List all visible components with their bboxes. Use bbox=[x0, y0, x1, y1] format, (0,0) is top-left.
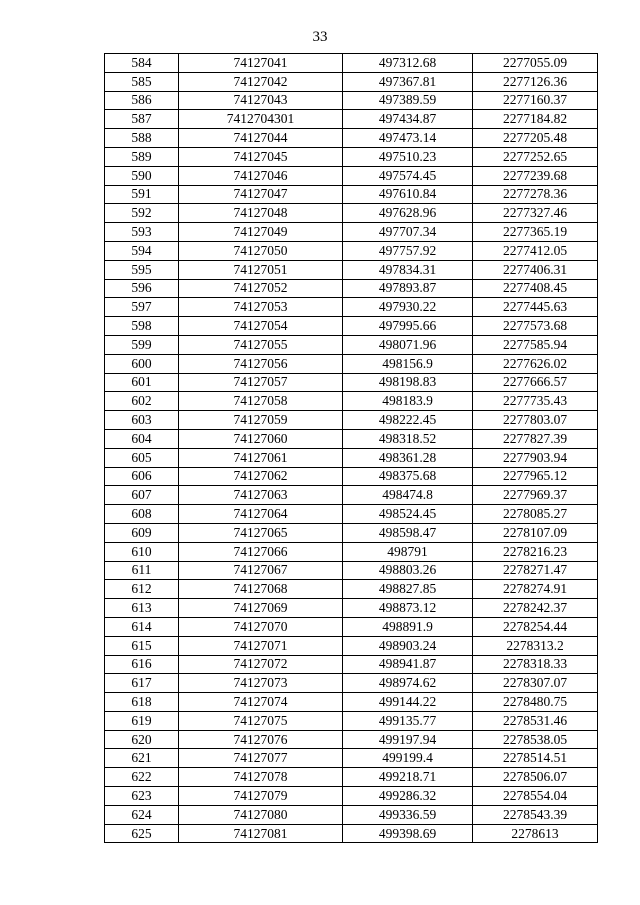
point-id-cell: 74127064 bbox=[179, 505, 343, 524]
x-coordinate-cell: 499398.69 bbox=[343, 824, 473, 843]
point-id-cell: 74127042 bbox=[179, 72, 343, 91]
point-id-cell: 74127076 bbox=[179, 730, 343, 749]
table-row bbox=[105, 580, 598, 599]
point-id-cell: 74127053 bbox=[179, 298, 343, 317]
x-coordinate-cell: 497574.45 bbox=[343, 166, 473, 185]
table-row bbox=[105, 730, 598, 749]
row-index-cell: 624 bbox=[105, 805, 179, 824]
point-id-cell: 74127069 bbox=[179, 599, 343, 618]
point-id-cell: 74127067 bbox=[179, 561, 343, 580]
table-row bbox=[105, 373, 598, 392]
table-row bbox=[105, 674, 598, 693]
row-index-cell: 606 bbox=[105, 467, 179, 486]
row-index-cell: 601 bbox=[105, 373, 179, 392]
table-row bbox=[105, 505, 598, 524]
row-index-cell: 595 bbox=[105, 260, 179, 279]
table-row bbox=[105, 805, 598, 824]
y-coordinate-cell: 2278554.04 bbox=[473, 787, 598, 806]
y-coordinate-cell: 2278318.33 bbox=[473, 655, 598, 674]
table-row bbox=[105, 561, 598, 580]
x-coordinate-cell: 497610.84 bbox=[343, 185, 473, 204]
x-coordinate-cell: 498183.9 bbox=[343, 392, 473, 411]
x-coordinate-cell: 498524.45 bbox=[343, 505, 473, 524]
y-coordinate-cell: 2278514.51 bbox=[473, 749, 598, 768]
row-index-cell: 603 bbox=[105, 411, 179, 430]
table-row bbox=[105, 824, 598, 843]
row-index-cell: 591 bbox=[105, 185, 179, 204]
x-coordinate-cell: 497930.22 bbox=[343, 298, 473, 317]
point-id-cell: 74127055 bbox=[179, 335, 343, 354]
y-coordinate-cell: 2277412.05 bbox=[473, 241, 598, 260]
table-row bbox=[105, 655, 598, 674]
y-coordinate-cell: 2278480.75 bbox=[473, 693, 598, 712]
y-coordinate-cell: 2277965.12 bbox=[473, 467, 598, 486]
x-coordinate-cell: 497367.81 bbox=[343, 72, 473, 91]
row-index-cell: 584 bbox=[105, 54, 179, 73]
x-coordinate-cell: 498827.85 bbox=[343, 580, 473, 599]
row-index-cell: 586 bbox=[105, 91, 179, 110]
y-coordinate-cell: 2277327.46 bbox=[473, 204, 598, 223]
point-id-cell: 74127052 bbox=[179, 279, 343, 298]
y-coordinate-cell: 2278085.27 bbox=[473, 505, 598, 524]
point-id-cell: 74127057 bbox=[179, 373, 343, 392]
row-index-cell: 593 bbox=[105, 223, 179, 242]
table-row bbox=[105, 129, 598, 148]
x-coordinate-cell: 497893.87 bbox=[343, 279, 473, 298]
y-coordinate-cell: 2278271.47 bbox=[473, 561, 598, 580]
table-row bbox=[105, 223, 598, 242]
table-row bbox=[105, 72, 598, 91]
point-id-cell: 74127071 bbox=[179, 636, 343, 655]
y-coordinate-cell: 2277666.57 bbox=[473, 373, 598, 392]
point-id-cell: 74127047 bbox=[179, 185, 343, 204]
point-id-cell: 74127080 bbox=[179, 805, 343, 824]
row-index-cell: 610 bbox=[105, 542, 179, 561]
row-index-cell: 608 bbox=[105, 505, 179, 524]
x-coordinate-cell: 498198.83 bbox=[343, 373, 473, 392]
point-id-cell: 74127054 bbox=[179, 317, 343, 336]
x-coordinate-cell: 497834.31 bbox=[343, 260, 473, 279]
y-coordinate-cell: 2278274.91 bbox=[473, 580, 598, 599]
row-index-cell: 625 bbox=[105, 824, 179, 843]
row-index-cell: 609 bbox=[105, 523, 179, 542]
row-index-cell: 611 bbox=[105, 561, 179, 580]
x-coordinate-cell: 497510.23 bbox=[343, 147, 473, 166]
row-index-cell: 619 bbox=[105, 711, 179, 730]
table-row bbox=[105, 429, 598, 448]
x-coordinate-cell: 498974.62 bbox=[343, 674, 473, 693]
x-coordinate-cell: 497473.14 bbox=[343, 129, 473, 148]
point-id-cell: 74127049 bbox=[179, 223, 343, 242]
point-id-cell: 74127045 bbox=[179, 147, 343, 166]
row-index-cell: 616 bbox=[105, 655, 179, 674]
y-coordinate-cell: 2278531.46 bbox=[473, 711, 598, 730]
table-row bbox=[105, 787, 598, 806]
row-index-cell: 594 bbox=[105, 241, 179, 260]
x-coordinate-cell: 499199.4 bbox=[343, 749, 473, 768]
point-id-cell: 74127065 bbox=[179, 523, 343, 542]
x-coordinate-cell: 498941.87 bbox=[343, 655, 473, 674]
y-coordinate-cell: 2277626.02 bbox=[473, 354, 598, 373]
x-coordinate-cell: 497995.66 bbox=[343, 317, 473, 336]
row-index-cell: 623 bbox=[105, 787, 179, 806]
point-id-cell: 74127048 bbox=[179, 204, 343, 223]
y-coordinate-cell: 2277205.48 bbox=[473, 129, 598, 148]
table-row bbox=[105, 448, 598, 467]
coordinates-table-body bbox=[105, 54, 598, 843]
x-coordinate-cell: 498318.52 bbox=[343, 429, 473, 448]
y-coordinate-cell: 2278216.23 bbox=[473, 542, 598, 561]
point-id-cell: 74127050 bbox=[179, 241, 343, 260]
row-index-cell: 615 bbox=[105, 636, 179, 655]
x-coordinate-cell: 497312.68 bbox=[343, 54, 473, 73]
y-coordinate-cell: 2277406.31 bbox=[473, 260, 598, 279]
y-coordinate-cell: 2277160.37 bbox=[473, 91, 598, 110]
x-coordinate-cell: 497389.59 bbox=[343, 91, 473, 110]
row-index-cell: 621 bbox=[105, 749, 179, 768]
table-row bbox=[105, 54, 598, 73]
table-row bbox=[105, 411, 598, 430]
y-coordinate-cell: 2278506.07 bbox=[473, 768, 598, 787]
point-id-cell: 74127074 bbox=[179, 693, 343, 712]
row-index-cell: 597 bbox=[105, 298, 179, 317]
row-index-cell: 585 bbox=[105, 72, 179, 91]
table-row bbox=[105, 279, 598, 298]
x-coordinate-cell: 498222.45 bbox=[343, 411, 473, 430]
point-id-cell: 74127044 bbox=[179, 129, 343, 148]
row-index-cell: 605 bbox=[105, 448, 179, 467]
point-id-cell: 74127075 bbox=[179, 711, 343, 730]
table-row bbox=[105, 166, 598, 185]
table-row bbox=[105, 335, 598, 354]
x-coordinate-cell: 498156.9 bbox=[343, 354, 473, 373]
table-row bbox=[105, 523, 598, 542]
x-coordinate-cell: 498903.24 bbox=[343, 636, 473, 655]
point-id-cell: 74127051 bbox=[179, 260, 343, 279]
table-row bbox=[105, 110, 598, 129]
x-coordinate-cell: 499336.59 bbox=[343, 805, 473, 824]
row-index-cell: 618 bbox=[105, 693, 179, 712]
table-row bbox=[105, 354, 598, 373]
table-row bbox=[105, 693, 598, 712]
y-coordinate-cell: 2277903.94 bbox=[473, 448, 598, 467]
y-coordinate-cell: 2277585.94 bbox=[473, 335, 598, 354]
row-index-cell: 602 bbox=[105, 392, 179, 411]
x-coordinate-cell: 498803.26 bbox=[343, 561, 473, 580]
row-index-cell: 587 bbox=[105, 110, 179, 129]
table-row bbox=[105, 599, 598, 618]
row-index-cell: 607 bbox=[105, 486, 179, 505]
row-index-cell: 596 bbox=[105, 279, 179, 298]
table-row bbox=[105, 711, 598, 730]
y-coordinate-cell: 2277735.43 bbox=[473, 392, 598, 411]
row-index-cell: 589 bbox=[105, 147, 179, 166]
table-row bbox=[105, 617, 598, 636]
page-number: 33 bbox=[312, 29, 328, 45]
point-id-cell: 74127060 bbox=[179, 429, 343, 448]
x-coordinate-cell: 498873.12 bbox=[343, 599, 473, 618]
y-coordinate-cell: 2277252.65 bbox=[473, 147, 598, 166]
x-coordinate-cell: 498071.96 bbox=[343, 335, 473, 354]
row-index-cell: 617 bbox=[105, 674, 179, 693]
row-index-cell: 592 bbox=[105, 204, 179, 223]
table-row bbox=[105, 260, 598, 279]
x-coordinate-cell: 498474.8 bbox=[343, 486, 473, 505]
point-id-cell: 74127058 bbox=[179, 392, 343, 411]
table-row bbox=[105, 636, 598, 655]
y-coordinate-cell: 2277445.63 bbox=[473, 298, 598, 317]
point-id-cell: 74127079 bbox=[179, 787, 343, 806]
point-id-cell: 74127046 bbox=[179, 166, 343, 185]
point-id-cell: 74127081 bbox=[179, 824, 343, 843]
point-id-cell: 74127043 bbox=[179, 91, 343, 110]
y-coordinate-cell: 2277827.39 bbox=[473, 429, 598, 448]
y-coordinate-cell: 2277969.37 bbox=[473, 486, 598, 505]
y-coordinate-cell: 2277573.68 bbox=[473, 317, 598, 336]
row-index-cell: 588 bbox=[105, 129, 179, 148]
x-coordinate-cell: 498598.47 bbox=[343, 523, 473, 542]
point-id-cell: 74127066 bbox=[179, 542, 343, 561]
point-id-cell: 74127041 bbox=[179, 54, 343, 73]
x-coordinate-cell: 499218.71 bbox=[343, 768, 473, 787]
row-index-cell: 599 bbox=[105, 335, 179, 354]
table-row bbox=[105, 317, 598, 336]
point-id-cell: 74127070 bbox=[179, 617, 343, 636]
table-row bbox=[105, 392, 598, 411]
table-row bbox=[105, 204, 598, 223]
table-row bbox=[105, 185, 598, 204]
point-id-cell: 74127056 bbox=[179, 354, 343, 373]
y-coordinate-cell: 2277184.82 bbox=[473, 110, 598, 129]
row-index-cell: 600 bbox=[105, 354, 179, 373]
x-coordinate-cell: 497628.96 bbox=[343, 204, 473, 223]
y-coordinate-cell: 2277408.45 bbox=[473, 279, 598, 298]
coordinates-table bbox=[104, 53, 598, 843]
x-coordinate-cell: 498791 bbox=[343, 542, 473, 561]
x-coordinate-cell: 499144.22 bbox=[343, 693, 473, 712]
y-coordinate-cell: 2278107.09 bbox=[473, 523, 598, 542]
table-row bbox=[105, 486, 598, 505]
table-row bbox=[105, 241, 598, 260]
row-index-cell: 598 bbox=[105, 317, 179, 336]
y-coordinate-cell: 2277365.19 bbox=[473, 223, 598, 242]
y-coordinate-cell: 2277278.36 bbox=[473, 185, 598, 204]
x-coordinate-cell: 498375.68 bbox=[343, 467, 473, 486]
point-id-cell: 74127068 bbox=[179, 580, 343, 599]
row-index-cell: 604 bbox=[105, 429, 179, 448]
y-coordinate-cell: 2277055.09 bbox=[473, 54, 598, 73]
row-index-cell: 590 bbox=[105, 166, 179, 185]
x-coordinate-cell: 499135.77 bbox=[343, 711, 473, 730]
point-id-cell: 74127062 bbox=[179, 467, 343, 486]
x-coordinate-cell: 499286.32 bbox=[343, 787, 473, 806]
row-index-cell: 613 bbox=[105, 599, 179, 618]
row-index-cell: 614 bbox=[105, 617, 179, 636]
table-row bbox=[105, 91, 598, 110]
point-id-cell: 7412704301 bbox=[179, 110, 343, 129]
table-row bbox=[105, 768, 598, 787]
point-id-cell: 74127078 bbox=[179, 768, 343, 787]
y-coordinate-cell: 2278543.39 bbox=[473, 805, 598, 824]
y-coordinate-cell: 2277803.07 bbox=[473, 411, 598, 430]
x-coordinate-cell: 498361.28 bbox=[343, 448, 473, 467]
point-id-cell: 74127077 bbox=[179, 749, 343, 768]
row-index-cell: 620 bbox=[105, 730, 179, 749]
row-index-cell: 612 bbox=[105, 580, 179, 599]
table-row bbox=[105, 749, 598, 768]
y-coordinate-cell: 2277239.68 bbox=[473, 166, 598, 185]
table-row bbox=[105, 467, 598, 486]
point-id-cell: 74127072 bbox=[179, 655, 343, 674]
y-coordinate-cell: 2277126.36 bbox=[473, 72, 598, 91]
y-coordinate-cell: 2278313.2 bbox=[473, 636, 598, 655]
table-row bbox=[105, 298, 598, 317]
row-index-cell: 622 bbox=[105, 768, 179, 787]
table-row bbox=[105, 147, 598, 166]
x-coordinate-cell: 497434.87 bbox=[343, 110, 473, 129]
x-coordinate-cell: 497707.34 bbox=[343, 223, 473, 242]
y-coordinate-cell: 2278254.44 bbox=[473, 617, 598, 636]
y-coordinate-cell: 2278307.07 bbox=[473, 674, 598, 693]
point-id-cell: 74127059 bbox=[179, 411, 343, 430]
y-coordinate-cell: 2278538.05 bbox=[473, 730, 598, 749]
y-coordinate-cell: 2278613 bbox=[473, 824, 598, 843]
point-id-cell: 74127061 bbox=[179, 448, 343, 467]
point-id-cell: 74127073 bbox=[179, 674, 343, 693]
point-id-cell: 74127063 bbox=[179, 486, 343, 505]
x-coordinate-cell: 497757.92 bbox=[343, 241, 473, 260]
y-coordinate-cell: 2278242.37 bbox=[473, 599, 598, 618]
x-coordinate-cell: 498891.9 bbox=[343, 617, 473, 636]
x-coordinate-cell: 499197.94 bbox=[343, 730, 473, 749]
table-row bbox=[105, 542, 598, 561]
